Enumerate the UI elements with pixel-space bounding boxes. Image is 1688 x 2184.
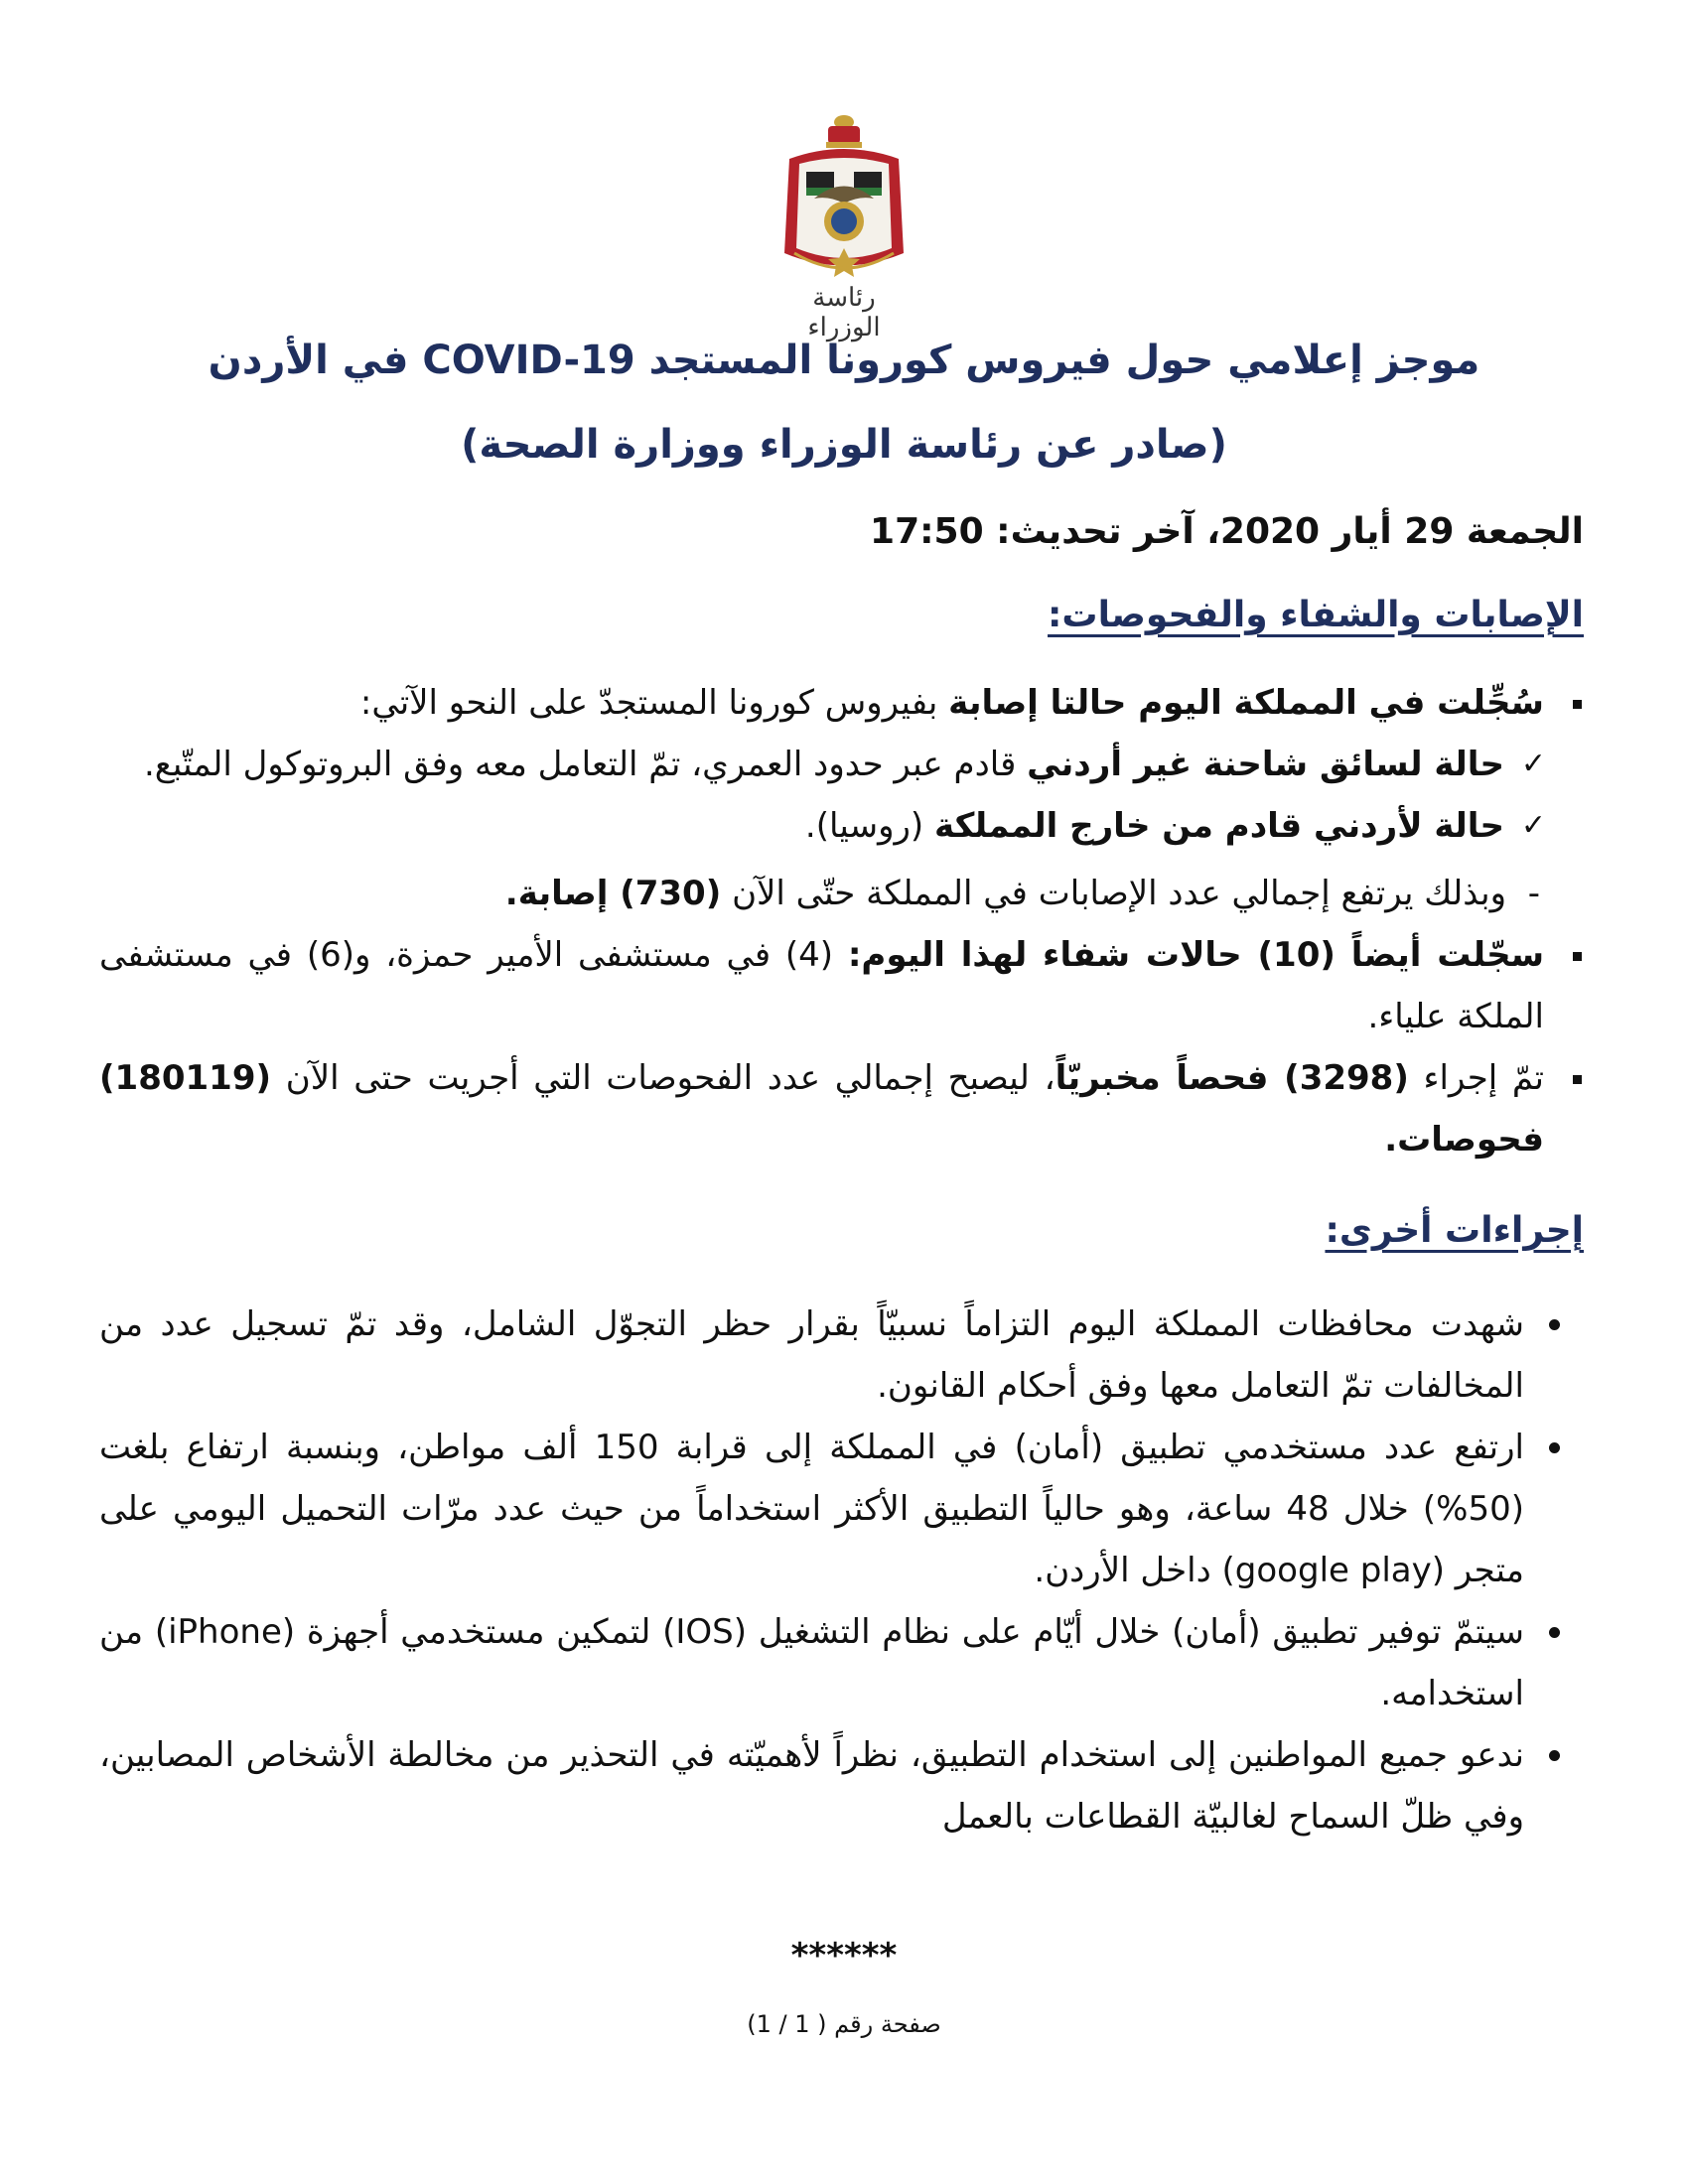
item-bold-text: سجّلت أيضاً (10) حالات شفاء لهذا اليوم: [847, 935, 1545, 975]
list-item [99, 734, 1584, 795]
item-bold-text: (730) إصابة. [504, 874, 722, 913]
list-item: شهدت محافظات المملكة اليوم التزاماً نسبيّاً بقرار حظر التجوّل الشامل، وقد تمّ تسجيل عدد من المخالفات تمّ التعامل معها وفق أحكام القانون. [99, 1294, 1584, 1417]
list-item [99, 795, 1584, 857]
section-heading-cases: الإصابات والشفاء والفحوصات: [1048, 595, 1584, 635]
list-item [99, 1047, 1584, 1170]
document-title: موجز إعلامي حول فيروس كورونا المستجد COVID-19 في الأردن [208, 338, 1480, 383]
jordan-coat-of-arms-icon [774, 104, 914, 288]
item-text: بفيروس كورونا المستجدّ على النحو الآتي: [359, 683, 949, 723]
section-heading-other-measures: إجراءات أخرى: [1325, 1210, 1584, 1251]
page-number: صفحة رقم ( 1 / 1) [747, 2010, 941, 2038]
cases-list [99, 672, 1584, 1170]
separator: ****** [790, 1936, 898, 1976]
item-text: (4) في مستشفى الأمير حمزة، و(6) في مستشفى الملكة علياء. [99, 935, 1544, 1036]
list-item: ندعو جميع المواطنين إلى استخدام التطبيق، نظراً لأهميّته في التحذير من مخالطة الأشخاص المصابين، وفي ظلّ السماح لغالبيّة القطاعات بالعمل [99, 1724, 1584, 1847]
item-bold-text: حالة لسائق شاحنة غير أردني [1027, 745, 1504, 784]
check-icon: ✓ [1520, 808, 1546, 843]
item-text: (روسيا). [804, 806, 934, 846]
date-line: الجمعة 29 أيار 2020، آخر تحديث: 17:50 [870, 511, 1584, 552]
dash-icon: - [1527, 874, 1540, 913]
item-bold-text: (3298) فحصاً مخبريّاً [1055, 1058, 1409, 1098]
list-item: ارتفع عدد مستخدمي تطبيق (أمان) في المملكة إلى قرابة 150 ألف مواطن، وبنسبة ارتفاع بلغت (50%) خلال 48 ساعة، وهو حالياً التطبيق الأكثر استخداماً من حيث عدد مرّات التحميل اليومي على متجر (google play) داخل الأردن. [99, 1417, 1584, 1601]
item-text: ، ليصبح إجمالي عدد الفحوصات التي أجريت حتى الآن [271, 1058, 1055, 1098]
document-subtitle: (صادر عن رئاسة الوزراء ووزارة الصحة) [461, 422, 1227, 468]
item-bold-text: سُجِّلت في المملكة اليوم حالتا إصابة [948, 683, 1544, 723]
document-body [99, 501, 1584, 1847]
item-text: قادم عبر حدود العمري، تمّ التعامل معه وفق البروتوكول المتّبع. [143, 745, 1028, 784]
emblem-caption: رئاسة الوزراء [807, 283, 881, 342]
check-icon: ✓ [1520, 747, 1546, 781]
list-item [99, 672, 1584, 734]
item-text: تمّ إجراء [1408, 1058, 1544, 1098]
list-item [99, 924, 1584, 1047]
measures-list [99, 1294, 1584, 1847]
list-item: سيتمّ توفير تطبيق (أمان) خلال أيّام على نظام التشغيل (IOS) لتمكين مستخدمي أجهزة (iPhone) من استخدامه. [99, 1601, 1584, 1724]
item-bold-text: حالة لأردني قادم من خارج المملكة [933, 806, 1504, 846]
item-text: وبذلك يرتفع إجمالي عدد الإصابات في المملكة حتّى الآن [721, 874, 1506, 913]
item-bold-text: (180119) فحوصات. [99, 1058, 1544, 1160]
list-item [99, 863, 1584, 924]
